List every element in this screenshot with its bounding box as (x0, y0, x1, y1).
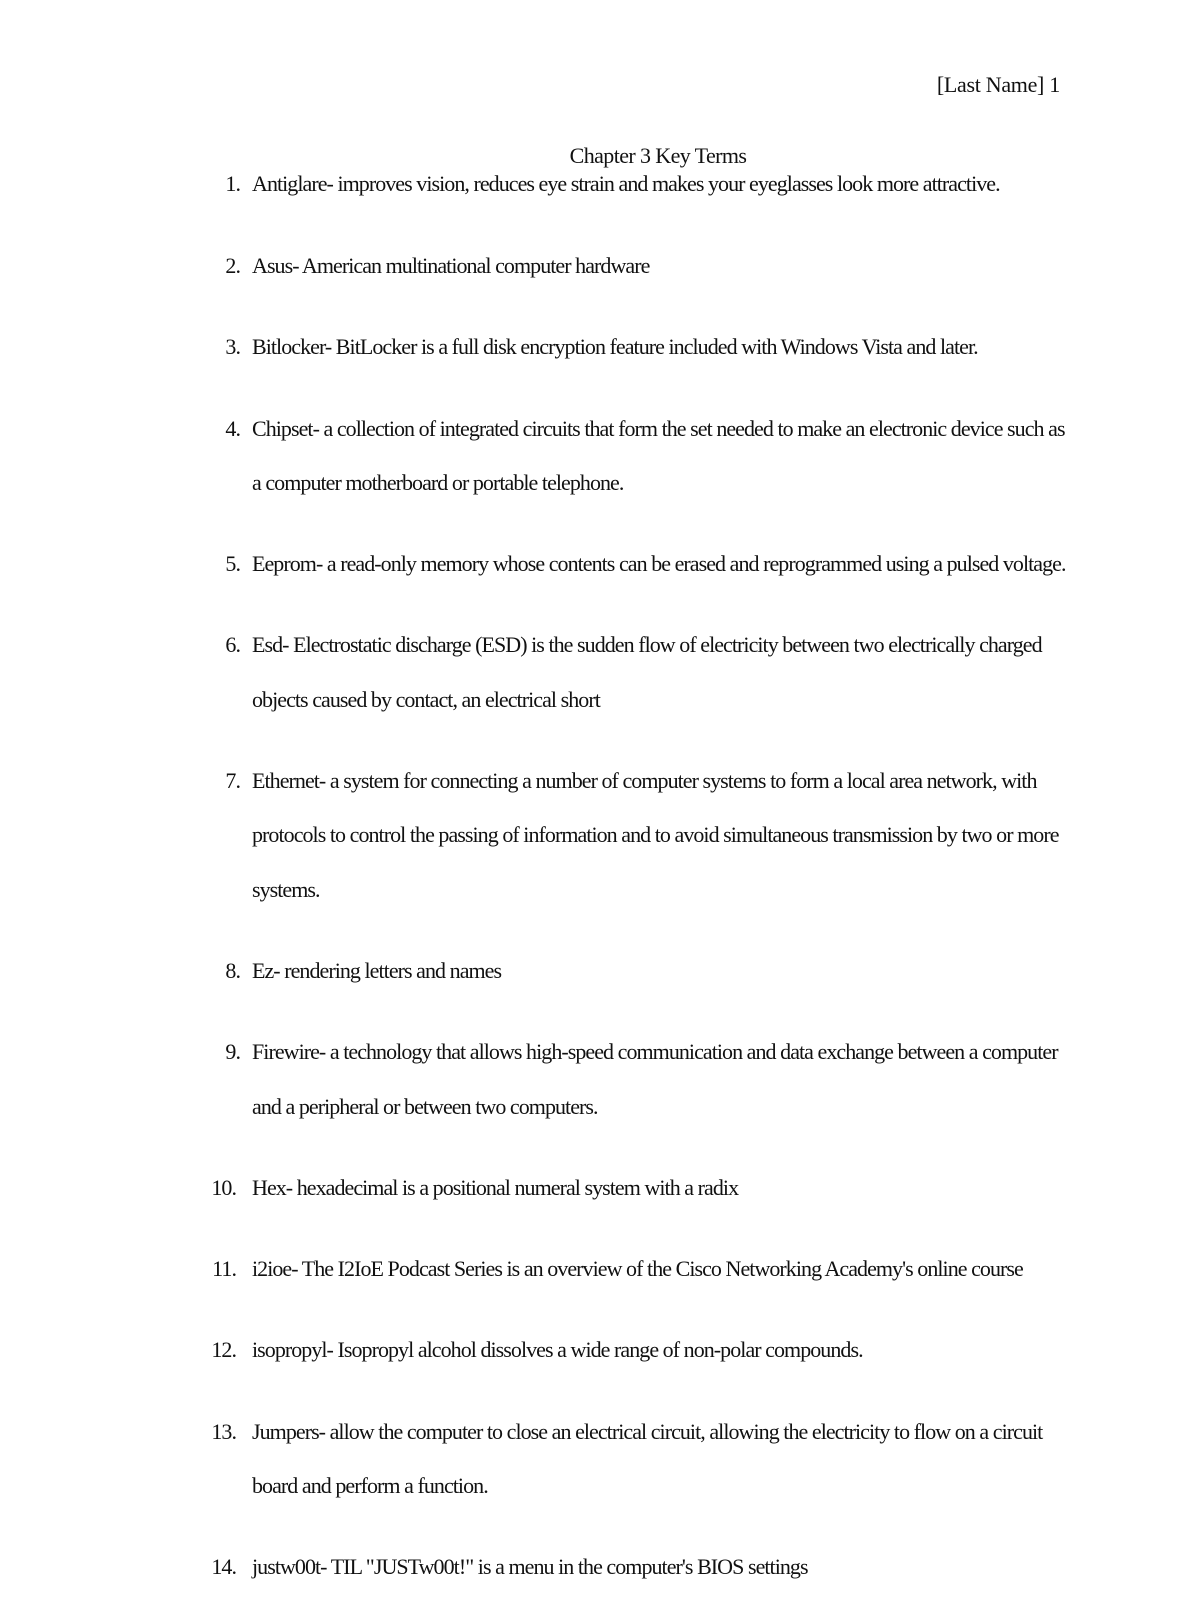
list-item (200, 754, 1070, 917)
list-item (200, 169, 1070, 199)
key-terms-list (200, 169, 1070, 1622)
list-item-number: 5. (225, 551, 240, 577)
list-item (200, 618, 1070, 727)
list-item-text: justw00t- TIL "JUSTw00t!" is a menu in the computer's BIOS settings (252, 1554, 808, 1580)
list-item-number: 7. (225, 768, 240, 794)
list-item (200, 239, 1070, 293)
list-item-text: isopropyl- Isopropyl alcohol dissolves a wide range of non-polar compounds. (252, 1337, 863, 1363)
list-item-number: 10. (211, 1174, 236, 1200)
list-item-text: Jumpers- allow the computer to close an electrical circuit, allowing the electricity to flow on a circuit board and perform a function. (252, 1418, 1043, 1499)
list-item-number: 11. (212, 1256, 236, 1282)
list-item-text: Bitlocker- BitLocker is a full disk encryption feature included with Windows Vista and later. (252, 334, 978, 360)
list-item-text: Antiglare- improves vision, reduces eye strain and makes your eyeglasses look more attractive. (252, 171, 1000, 196)
list-item-number: 3. (225, 334, 240, 360)
list-item (200, 1405, 1070, 1514)
list-item-number: 6. (225, 632, 240, 658)
list-item-number: 13. (211, 1418, 236, 1444)
list-item (200, 320, 1070, 374)
list-item (200, 944, 1070, 998)
list-item (200, 1323, 1070, 1377)
list-item (200, 1540, 1070, 1594)
list-item-text: Ethernet- a system for connecting a number of computer systems to form a local area network, with protocols to control the passing of information and to avoid simultaneous transmission by two or more systems. (252, 768, 1059, 902)
list-item-text: Esd- Electrostatic discharge (ESD) is the sudden flow of electricity between two electrically charged objects caused by contact, an electrical short (252, 632, 1042, 712)
list-item-number: 14. (211, 1554, 236, 1580)
list-item-text: Hex- hexadecimal is a positional numeral system with a radix (252, 1174, 739, 1200)
list-item-number: 8. (225, 957, 240, 983)
page-title: Chapter 3 Key Terms (569, 143, 747, 168)
list-item (200, 1242, 1070, 1296)
list-item-text: Ez- rendering letters and names (252, 957, 502, 983)
list-item-text: Chipset- a collection of integrated circuits that form the set needed to make an electronic device such as a computer motherboard or portable telephone. (252, 415, 1065, 495)
list-item-number: 4. (225, 415, 240, 441)
list-item (200, 402, 1070, 511)
list-item-text: Firewire- a technology that allows high-speed communication and data exchange between a computer and a peripheral or between two computers. (252, 1039, 1058, 1119)
list-item-number: 1. (225, 171, 240, 196)
list-item (200, 1161, 1070, 1215)
list-item (200, 537, 1070, 591)
list-item (200, 1025, 1070, 1134)
list-item-text: i2ioe- The I2IoE Podcast Series is an overview of the Cisco Networking Academy's online course (252, 1256, 1023, 1282)
list-item-number: 2. (225, 253, 240, 278)
list-item-number: 12. (211, 1337, 236, 1363)
running-head: [Last Name] 1 (936, 72, 1060, 97)
list-item-text: Asus- American multinational computer hardware (252, 253, 650, 278)
list-item-text: Eeprom- a read-only memory whose contents can be erased and reprogrammed using a pulsed voltage. (252, 551, 1066, 577)
list-item-number: 9. (225, 1039, 240, 1065)
